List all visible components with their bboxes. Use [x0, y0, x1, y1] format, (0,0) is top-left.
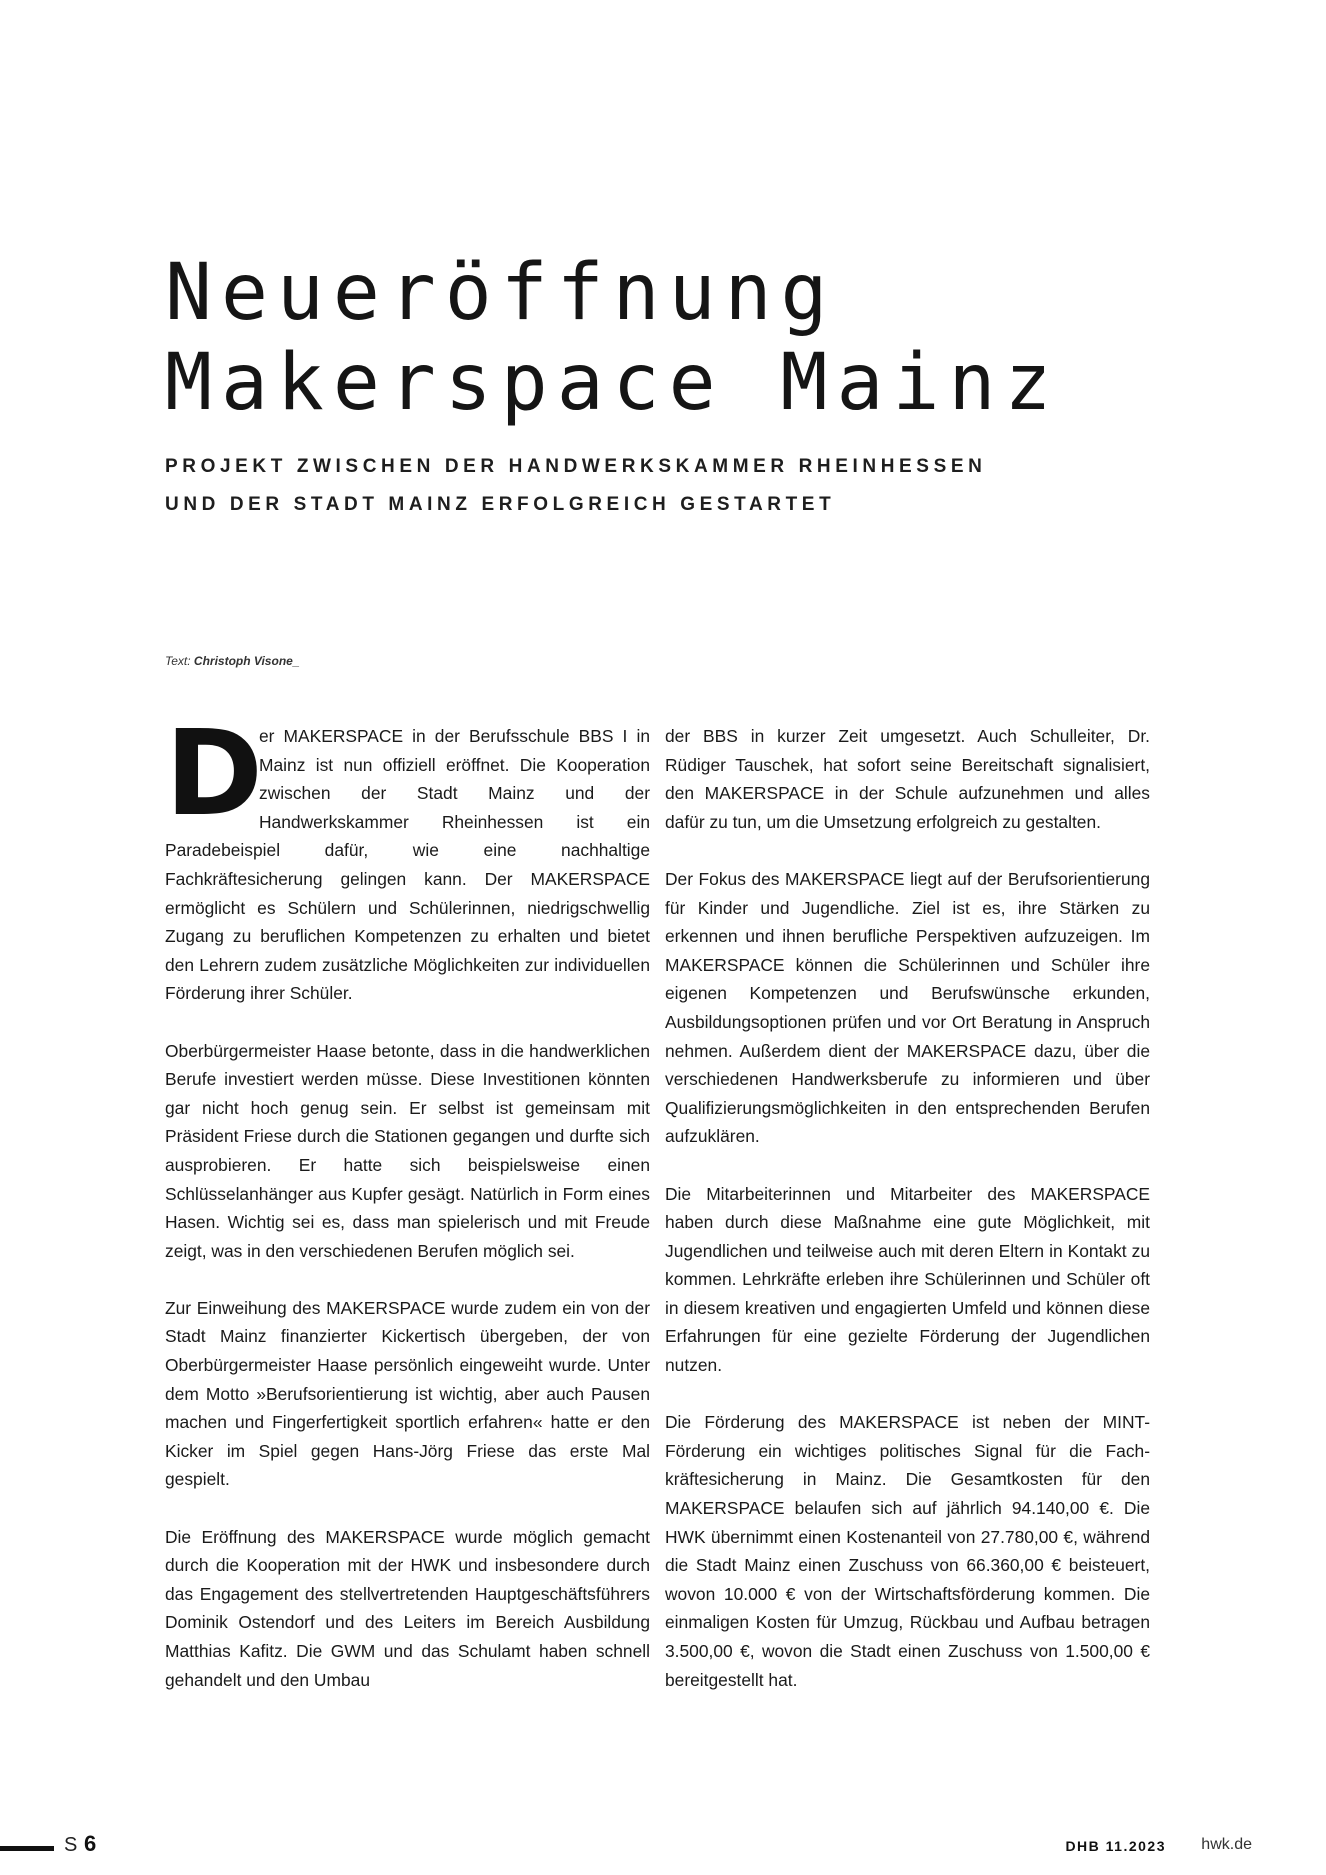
footer-section-letter: S	[64, 1834, 78, 1856]
article-column-left	[165, 704, 650, 1723]
article-paragraph	[165, 704, 650, 1008]
page-number: 6	[84, 1831, 97, 1856]
subheadline-line-2: UND DER STADT MAINZ ERFOLGREICH GESTARTET	[165, 494, 836, 515]
article-paragraph: Zur Einweihung des MAKERSPACE wurde zudem ein von der Stadt Mainz finanzierter Kickertisch übergeben, der von Oberbürgermeister Haase persönlich eingeweiht wurde. Unter dem Motto »Berufsorientierung ist wichtig, aber auch Pausen machen und Fingerfertigkeit sportlich erfahren« hatte er den Kicker im Spiel gegen Hans-Jörg Friese das erste Mal gespielt.	[165, 1297, 650, 1490]
article-paragraph: Die Eröffnung des MAKERSPACE wurde möglich gemacht durch die Kooperation mit der HWK und insbesondere durch das Engagement des stellvertretenden Hauptgeschäftsführers Dominik Ostendorf und des Leiters im Bereich Ausbildung Matthias Kafitz. Die GWM und das Schulamt haben schnell gehandelt und den Umbau	[165, 1526, 650, 1690]
article-paragraph: der BBS in kurzer Zeit umgesetzt. Auch Schulleiter, Dr. Rüdiger Tauschek, hat sofort seine Bereitschaft signalisiert, den MAKERSPACE in der Schule aufzunehmen und alles dafür zu tun, um die Umsetzung erfolgreich zu gestalten.	[665, 726, 1150, 832]
issue-label: DHB 11.2023	[1065, 1838, 1166, 1854]
byline-author: Christoph Visone_	[193, 654, 300, 668]
subheadline-line-1: PROJEKT ZWISCHEN DER HANDWERKSKAMMER RHEINHESSEN	[165, 456, 987, 477]
article-paragraph: Die Förderung des MAKERSPACE ist neben der MINT-Förderung ein wichtiges politisches Signal für die Fachkräftesicherung in Mainz. Die Gesamtkosten für den MAKERSPACE belaufen sich auf jährlich 94.140,00 €. Die HWK übernimmt einen Kostenanteil von 27.780,00 €, während die Stadt Mainz einen Zuschuss von 66.360,00 € beisteuert, wovon 10.000 € von der Wirtschaftsförderung kommen. Die einmaligen Kosten für Umzug, Rückbau und Aufbau betragen 3.500,00 €, wovon die Stadt einen Zuschuss von 1.500,00 € bereitgestellt hat.	[665, 1412, 1150, 1690]
headline	[165, 248, 1165, 428]
article-paragraph-text: er MAKERSPACE in der Berufsschule BBS I in Mainz ist nun offiziell eröffnet. Die Kooperation zwischen der Stadt Mainz und der Handwerkskammer Rheinhessen ist ein Paradebeispiel dafür, wie eine nachhaltige Fachkräftesicherung gelingen kann. Der MAKERSPACE ermöglicht es Schülern und Schülerinnen, niedrigschwellig Zugang zu beruflichen Kompetenzen zu erhalten und bietet den Lehrern zudem zusätzliche Möglichkeiten zur individuellen Förderung ihrer Schüler.	[165, 726, 650, 1004]
article-column-right	[665, 722, 1150, 1723]
dropcap: D	[165, 704, 263, 842]
byline	[165, 654, 300, 668]
site-link[interactable]: hwk.de	[1201, 1836, 1252, 1853]
headline-line-1: Neueröffnung	[165, 248, 837, 338]
article-paragraph: Die Mitarbeiterinnen und Mitarbeiter des MAKERSPACE haben durch diese Maßnahme eine gute Möglichkeit, mit Jugendlichen und teilweise auch mit deren Eltern in Kontakt zu kommen. Lehrkräfte erleben ihre Schülerinnen und Schüler oft in diesem kreativen und engagierten Umfeld und können diese Erfahrungen für eine gezielte Förderung der Jugendlichen nutzen.	[665, 1183, 1150, 1376]
byline-prefix: Text:	[165, 654, 191, 668]
article-paragraph: Der Fokus des MAKERSPACE liegt auf der Berufsorientierung für Kinder und Jugendliche. Ziel ist es, ihre Stärken zu erkennen und ihnen berufliche Perspektiven aufzuzeigen. Im MAKERSPACE können die Schülerinnen und Schüler ihre eigenen Kompetenzen und Berufswünsche erkunden, Ausbildungsoptionen prüfen und vor Ort Beratung in Anspruch nehmen. Außerdem dient der MAKERSPACE dazu, über die verschiedenen Handwerksberufe zu informieren und über Qualifizierungsmöglichkeiten in den entsprechenden Berufen aufzuklären.	[665, 868, 1150, 1147]
article-paragraph: Oberbürgermeister Haase betonte, dass in die handwerklichen Berufe investiert werden müsse. Diese Investitionen könnten gar nicht hoch genug sein. Er selbst ist gemeinsam mit Präsident Friese durch die Stationen gegangen und durfte sich ausprobieren. Er hatte sich beispielsweise einen Schlüsselanhänger aus Kupfer gesägt. Natürlich in Form eines Hasen. Wichtig sei es, dass man spielerisch und mit Freude zeigt, was in den verschiedenen Berufen möglich sei.	[165, 1040, 650, 1261]
footer-rule	[0, 1846, 54, 1851]
headline-line-2: Makerspace Mainz	[165, 338, 1061, 428]
subheadline	[165, 448, 1165, 524]
